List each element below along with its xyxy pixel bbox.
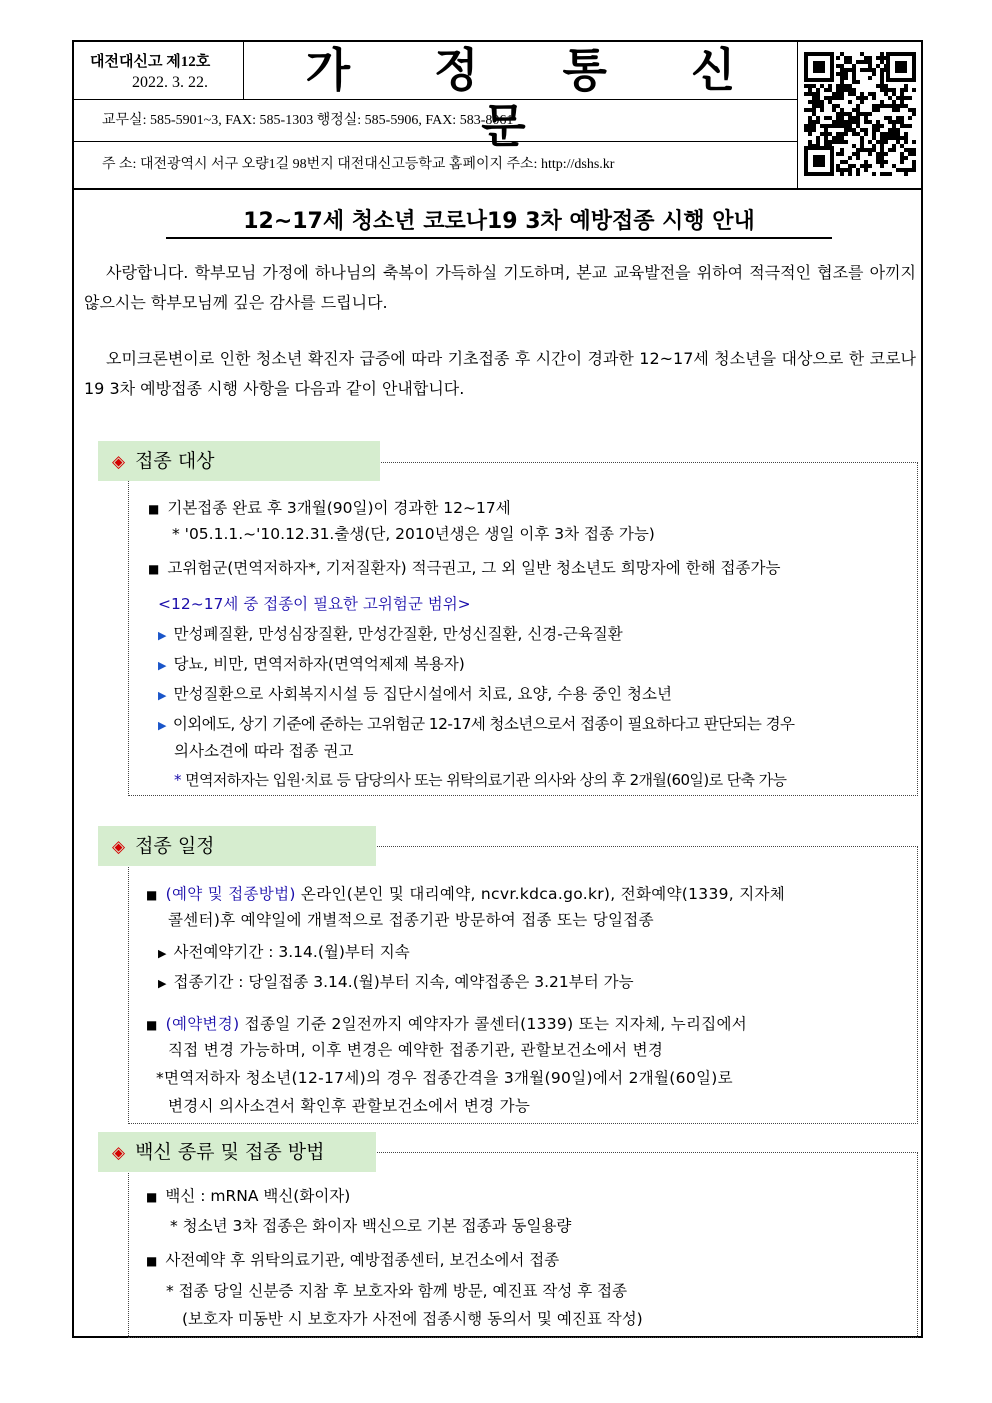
list-item: ■ 사전예약 후 위탁의료기관, 예방접종센터, 보건소에서 접종: [146, 1251, 560, 1269]
list-item: ▶ 접종기간 : 당일접종 3.14.(월)부터 지속, 예약접종은 3.21부터 가능: [158, 973, 634, 991]
document-frame: [72, 40, 923, 1338]
square-bullet-icon: ■: [148, 562, 160, 576]
issue-date: 2022. 3. 22.: [132, 74, 208, 91]
square-bullet-icon: ■: [146, 1254, 158, 1268]
diamond-marker-icon: ◈: [112, 837, 126, 857]
target-section-title: 접종 대상: [135, 450, 215, 472]
schedule-section-header: [98, 826, 376, 866]
document-title: 12~17세 청소년 코로나19 3차 예방접종 시행 안내: [166, 204, 832, 239]
list-item: * '05.1.1.~'10.12.31.출생(단, 2010년생은 생일 이후 3차 접종 가능): [172, 525, 655, 543]
high-risk-heading: <12~17세 중 접종이 필요한 고위험군 범위>: [158, 595, 471, 613]
list-item: (보호자 미동반 시 보호자가 사전에 접종시행 동의서 및 예진표 작성): [182, 1310, 643, 1328]
square-bullet-icon: ■: [148, 502, 160, 516]
list-item: ▶ 만성폐질환, 만성심장질환, 만성간질환, 만성신질환, 신경-근육질환: [158, 625, 623, 643]
list-item: 변경시 의사소견서 확인후 관할보건소에서 변경 가능: [168, 1097, 531, 1115]
list-item: ■ 고위험군(면역저하자*, 기저질환자) 적극권고, 그 외 일반 청소년도 희망자에 한해 접종가능: [148, 559, 781, 577]
triangle-bullet-icon: ▶: [158, 629, 167, 642]
intro-paragraph-1: 사랑합니다. 학부모님 가정에 하나님의 축복이 가득하실 기도하며, 본교 교육발전을 위하여 적극적인 협조를 아끼지 않으시는 학부모님께 깊은 감사를 드립니다.: [84, 263, 916, 312]
list-item: * 면역저하자는 입원·치료 등 담당의사 또는 위탁의료기관 의사와 상의 후 2개월(60일)로 단축 가능: [174, 771, 787, 789]
newsletter-title: 가 정 통 신 문: [244, 42, 797, 100]
list-item: ■ 기본접종 완료 후 3개월(90일)이 경과한 12~17세: [148, 499, 511, 517]
vaccine-section-title: 백신 종류 및 접종 방법: [135, 1141, 325, 1163]
list-item: ▶ 만성질환으로 사회복지시설 등 집단시설에서 치료, 요양, 수용 중인 청소년: [158, 685, 672, 703]
issue-box: [74, 42, 244, 100]
intro-paragraph-2: 오미크론변이로 인한 청소년 확진자 급증에 따라 기초접종 후 시간이 경과한 12~17세 청소년을 대상으로 한 코로나19 3차 예방접종 시행 사항을 다음과 같이 안내합니다.: [84, 349, 916, 398]
triangle-bullet-icon: ▶: [158, 719, 166, 732]
triangle-bullet-icon: ▶: [158, 977, 167, 990]
schedule-section-title: 접종 일정: [135, 835, 215, 857]
list-item: * 접종 당일 신분증 지참 후 보호자와 함께 방문, 예진표 작성 후 접종: [166, 1282, 628, 1300]
list-item: ▶ 사전예약기간 : 3.14.(월)부터 지속: [158, 943, 410, 961]
list-item: 의사소견에 따라 접종 권고: [174, 742, 354, 760]
diamond-marker-icon: ◈: [112, 1143, 126, 1163]
asterisk-note-marker: *: [174, 771, 181, 789]
issue-number: 대전대신고 제12호: [90, 54, 211, 70]
list-item: ■ 백신 : mRNA 백신(화이자): [146, 1187, 351, 1205]
list-item: *면역저하자 청소년(12-17세)의 경우 접종간격을 3개월(90일)에서 2개월(60일)로: [156, 1069, 733, 1087]
address-line: 주 소: 대전광역시 서구 오량1길 98번지 대전대신고등학교 홈페이지 주소: http://dshs.kr: [102, 157, 615, 172]
triangle-bullet-icon: ▶: [158, 947, 167, 960]
qr-code-box: [797, 42, 921, 188]
list-item: 직접 변경 가능하며, 이후 변경은 예약한 접종기관, 관할보건소에서 변경: [168, 1041, 664, 1059]
list-item: ▶ 이외에도, 상기 기준에 준하는 고위험군 12-17세 청소년으로서 접종이 필요하다고 판단되는 경우: [158, 715, 795, 733]
list-item: * 청소년 3차 접종은 화이자 백신으로 기본 접종과 동일용량: [170, 1217, 572, 1235]
list-item: 콜센터)후 예약일에 개별적으로 접종기관 방문하여 접종 또는 당일접종: [168, 911, 654, 929]
square-bullet-icon: ■: [146, 1190, 158, 1204]
square-bullet-icon: ■: [146, 888, 158, 902]
list-item: ■ (예약 및 접종방법) 온라인(본인 및 대리예약, ncvr.kdca.go.kr), 전화예약(1339, 지자체: [146, 885, 786, 903]
triangle-bullet-icon: ▶: [158, 659, 167, 672]
list-item: ■ (예약변경) 접종일 기준 2일전까지 예약자가 콜센터(1339) 또는 지자체, 누리집에서: [146, 1015, 748, 1033]
newsletter-header: [74, 42, 921, 190]
diamond-marker-icon: ◈: [112, 452, 126, 472]
square-bullet-icon: ■: [146, 1018, 158, 1032]
vaccine-section-header: [98, 1132, 376, 1172]
triangle-bullet-icon: ▶: [158, 689, 167, 702]
qr-code-icon[interactable]: [804, 52, 916, 176]
contact-line: 교무실: 585-5901~3, FAX: 585-1303 행정실: 585-5906, FAX: 583-8061: [74, 100, 797, 142]
target-section-header: [98, 441, 380, 481]
list-item: ▶ 당뇨, 비만, 면역저하자(면역억제제 복용자): [158, 655, 465, 673]
